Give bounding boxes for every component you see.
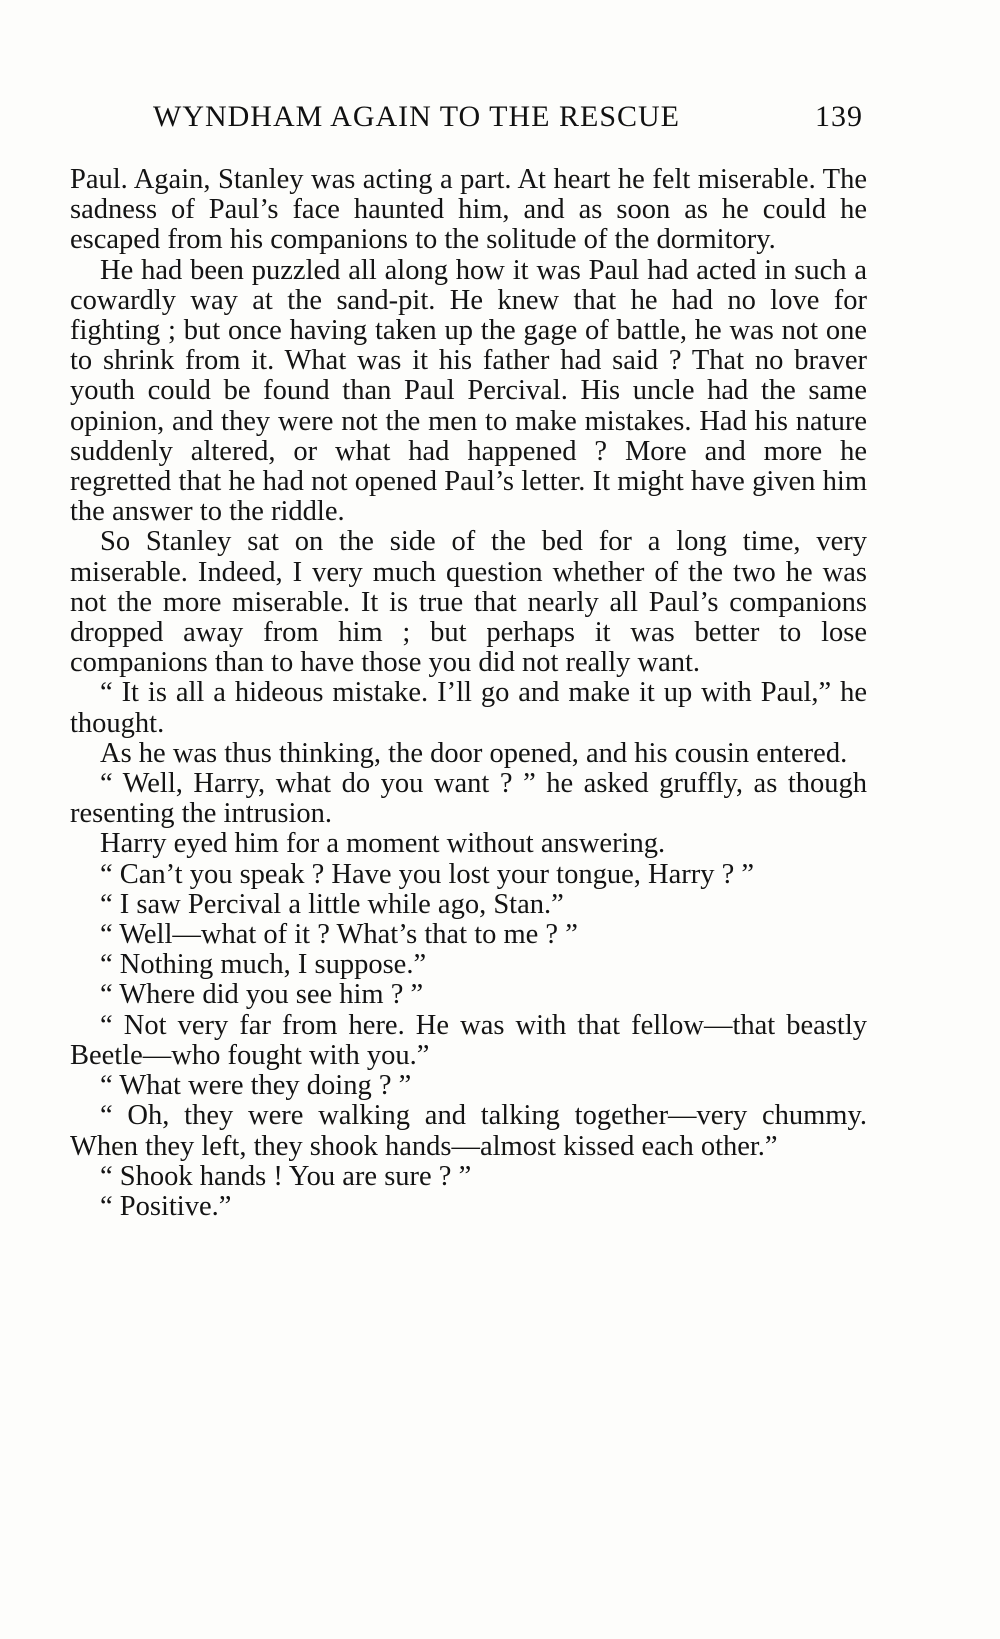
- dialogue-paragraph: “ Well—what of it ? What’s that to me ? ”: [100, 919, 578, 951]
- paragraph: Paul. Again, Stanley was acting a part. At heart he felt miserable. The sadness of Paul’s face haunted him, and as soon as he could he escaped from his companions to the solitude of the dormitory.: [70, 164, 867, 256]
- paragraph: So Stanley sat on the side of the bed for a long time, very miserable. Indeed, I very much question whether of the two he was not the more miserable. It is true that nearly all Paul’s companions dropped away from him ; but perhaps it was better to lose companions than to have those you did not really want.: [70, 526, 867, 679]
- page-number: 139: [815, 100, 863, 133]
- dialogue-paragraph: “ Oh, they were walking and talking together—very chummy. When they left, they shook hands—almost kissed each other.”: [70, 1100, 867, 1162]
- body-text: [70, 165, 867, 1222]
- dialogue-paragraph: “ I saw Percival a little while ago, Stan.”: [100, 888, 564, 920]
- running-head: WYNDHAM AGAIN TO THE RESCUE: [153, 100, 681, 133]
- dialogue-paragraph: “ Nothing much, I suppose.”: [100, 949, 427, 981]
- dialogue-paragraph: “ Can’t you speak ? Have you lost your tongue, Harry ? ”: [100, 858, 754, 890]
- dialogue-paragraph: “ It is all a hideous mistake. I’ll go and make it up with Paul,” he thought.: [70, 677, 867, 739]
- paragraph: He had been puzzled all along how it was Paul had acted in such a cowardly way at the sand-pit. He knew that he had no love for fighting ; but once having taken up the gage of battle, he was not one to shrink from it. What was it his father had said ? That no braver youth could be found than Paul Percival. His uncle had the same opinion, and they were not the men to make mistakes. Had his nature suddenly altered, or what had happened ? More and more he regretted that he had not opened Paul’s letter. It might have given him the answer to the riddle.: [70, 254, 867, 528]
- dialogue-paragraph: “ Where did you see him ? ”: [100, 979, 424, 1011]
- dialogue-paragraph: “ Well, Harry, what do you want ? ” he asked gruffly, as though resenting the intrusion.: [70, 768, 867, 830]
- dialogue-paragraph: “ Positive.”: [100, 1190, 232, 1222]
- dialogue-paragraph: “ What were they doing ? ”: [100, 1070, 412, 1102]
- page-header: [153, 100, 863, 140]
- dialogue-paragraph: “ Shook hands ! You are sure ? ”: [100, 1160, 472, 1192]
- paragraph: Harry eyed him for a moment without answering.: [100, 828, 666, 860]
- dialogue-paragraph: “ Not very far from here. He was with that fellow—that beastly Beetle—who fought with you.”: [70, 1009, 867, 1071]
- paragraph: As he was thus thinking, the door opened, and his cousin entered.: [100, 737, 848, 769]
